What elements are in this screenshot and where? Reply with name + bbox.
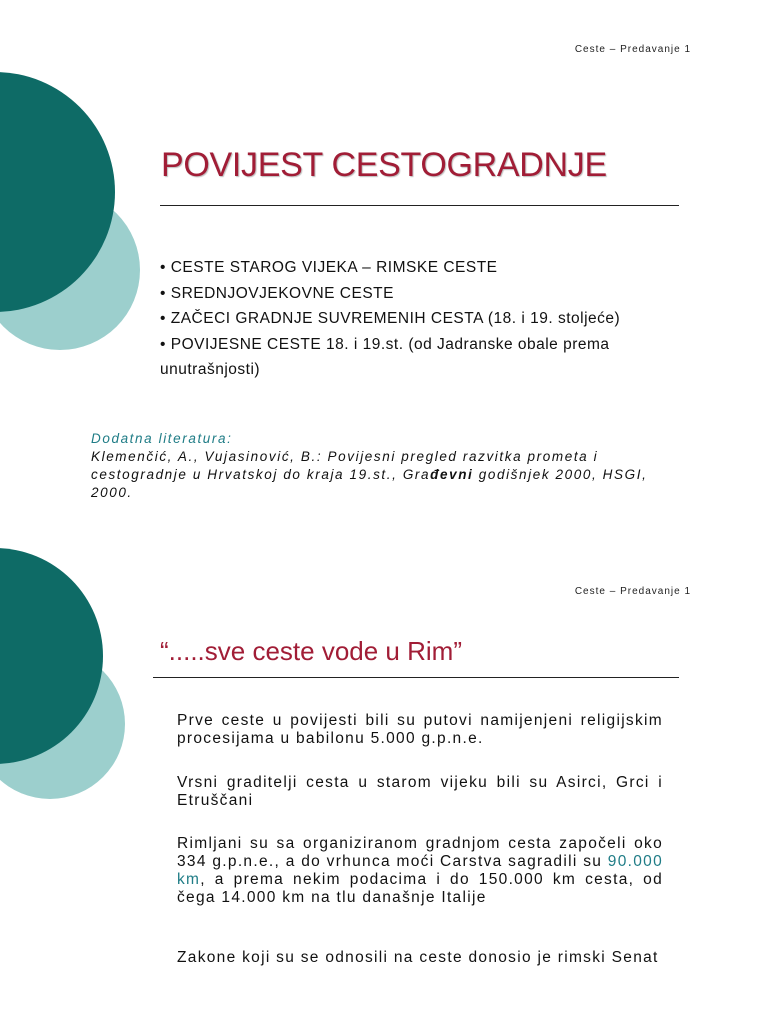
paragraph: Zakone koji su se odnosili na ceste donosio je rimski Senat bbox=[177, 949, 659, 966]
slide-2 bbox=[0, 548, 768, 1024]
literature-heading: Dodatna literatura: bbox=[91, 431, 233, 446]
reference-journal-pre: Gra bbox=[402, 467, 431, 482]
decorative-circles bbox=[0, 0, 140, 400]
slide-header: Ceste – Predavanje 1 bbox=[574, 44, 691, 55]
slide-title: “.....sve ceste vode u Rim” bbox=[160, 636, 462, 666]
title-divider bbox=[153, 677, 679, 678]
list-item: • SREDNJOVJEKOVNE CESTE bbox=[160, 284, 394, 302]
topic-list bbox=[160, 255, 680, 383]
list-item: • POVIJESNE CESTE 18. i 19.st. (od Jadranske obale prema unutrašnjosti) bbox=[160, 335, 610, 378]
slide-header: Ceste – Predavanje 1 bbox=[574, 586, 691, 597]
list-item: • CESTE STAROG VIJEKA – RIMSKE CESTE bbox=[160, 259, 498, 276]
paragraph-text: , a prema nekim podacima i do 150.000 km cesta, od čega 14.000 km na tlu današnje Italije bbox=[177, 871, 663, 906]
highlight-value: 90.000 km bbox=[177, 853, 663, 888]
paragraph: Prve ceste u povijesti bili su putovi namijenjeni religijskim procesijama u babilonu 5.000 g.p.n.e. bbox=[177, 712, 663, 747]
literature-block bbox=[91, 430, 681, 502]
reference-journal-post: godišnjek 2000, HSGI, 2000. bbox=[91, 467, 648, 500]
reference-journal-bold: đevni bbox=[430, 467, 474, 482]
paragraph-text: Rimljani su sa organiziranom gradnjom cesta započeli oko 334 g.p.n.e., a do vrhunca moći Carstva sagradili su bbox=[177, 835, 663, 870]
list-item: • ZAČECI GRADNJE SUVREMENIH CESTA (18. i 19. stoljeće) bbox=[160, 310, 621, 327]
reference-authors: Klemenčić, A., Vujasinović, B.: Povijesni pregled razvitka prometa i cestogradnje u Hrvatskoj do kraja 19.st., bbox=[91, 449, 599, 482]
page-title: POVIJEST CESTOGRADNJE bbox=[161, 146, 607, 184]
title-divider bbox=[160, 205, 679, 206]
decorative-circles bbox=[0, 548, 140, 908]
paragraph: Vrsni graditelji cesta u starom vijeku bili su Asirci, Grci i Etruščani bbox=[177, 774, 663, 809]
paragraph bbox=[177, 835, 663, 907]
literature-reference bbox=[91, 448, 681, 502]
